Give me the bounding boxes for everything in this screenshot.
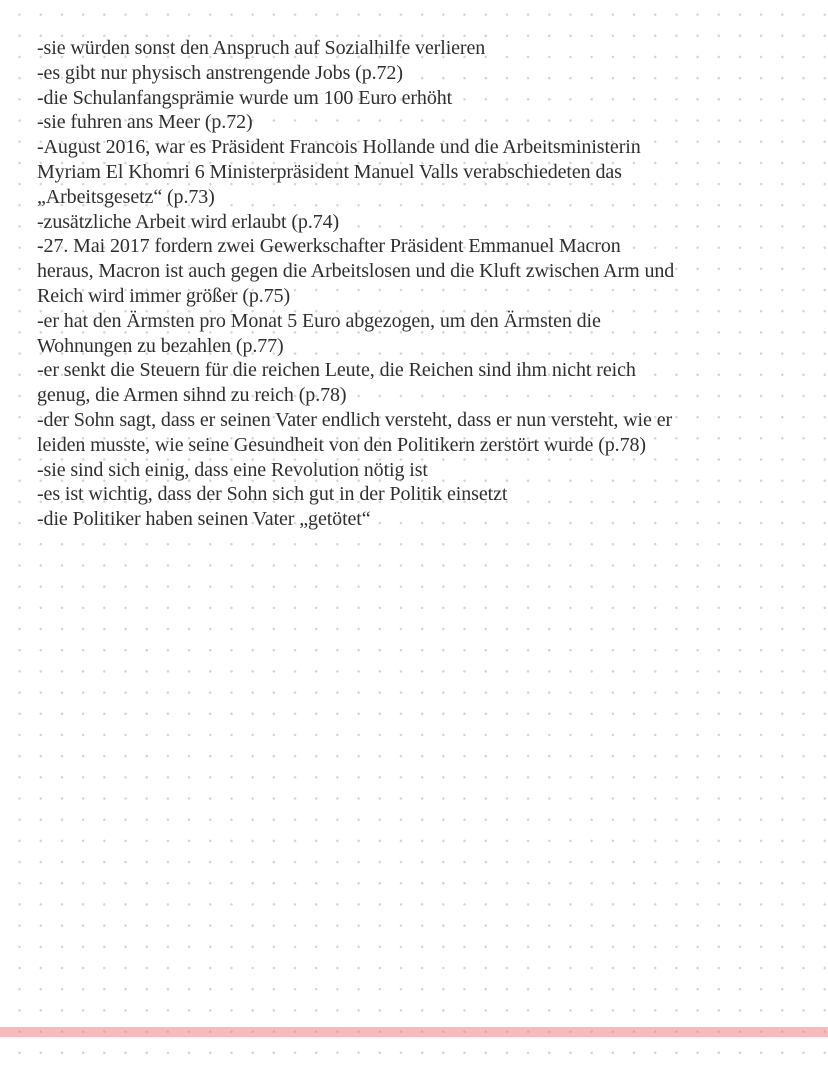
note-line: -es ist wichtig, dass der Sohn sich gut in der Politik einsetzt: [37, 483, 508, 506]
note-line: -sie fuhren ans Meer (p.72): [37, 111, 253, 134]
note-line: Myriam El Khomri 6 Ministerpräsident Manuel Valls verabschiedeten das: [37, 160, 622, 183]
pink-highlighter-stroke: [0, 1027, 828, 1037]
note-line: -August 2016, war es Präsident Francois Hollande und die Arbeitsministerin: [37, 136, 641, 159]
note-line: -27. Mai 2017 fordern zwei Gewerkschafter Präsident Emmanuel Macron: [37, 235, 621, 258]
note-line: -der Sohn sagt, dass er seinen Vater endlich versteht, dass er nun versteht, wie er: [37, 408, 673, 431]
note-line: -sie sind sich einig, dass eine Revolution nötig ist: [37, 458, 428, 481]
note-line: -die Schulanfangsprämie wurde um 100 Euro erhöht: [37, 86, 453, 109]
note-text-block: [37, 36, 814, 532]
note-line: Wohnungen zu bezahlen (p.77): [37, 334, 284, 357]
note-line: -er senkt die Steuern für die reichen Leute, die Reichen sind ihm nicht reich: [37, 359, 636, 382]
note-line: leiden musste, wie seine Gesundheit von den Politikern zerstört wurde (p.78): [37, 433, 646, 456]
note-line: -die Politiker haben seinen Vater „getötet“: [37, 508, 371, 531]
note-line: genug, die Armen sihnd zu reich (p.78): [37, 384, 347, 407]
note-line: -es gibt nur physisch anstrengende Jobs (p.72): [37, 61, 403, 84]
note-line: -sie würden sonst den Anspruch auf Sozialhilfe verlieren: [37, 37, 486, 59]
note-line: -er hat den Ärmsten pro Monat 5 Euro abgezogen, um den Ärmsten die: [37, 309, 601, 332]
note-line: -zusätzliche Arbeit wird erlaubt (p.74): [37, 210, 340, 233]
note-line: heraus, Macron ist auch gegen die Arbeitslosen und die Kluft zwischen Arm und: [37, 260, 675, 283]
note-line: „Arbeitsgesetz“ (p.73): [37, 185, 215, 208]
note-line: Reich wird immer größer (p.75): [37, 284, 291, 307]
